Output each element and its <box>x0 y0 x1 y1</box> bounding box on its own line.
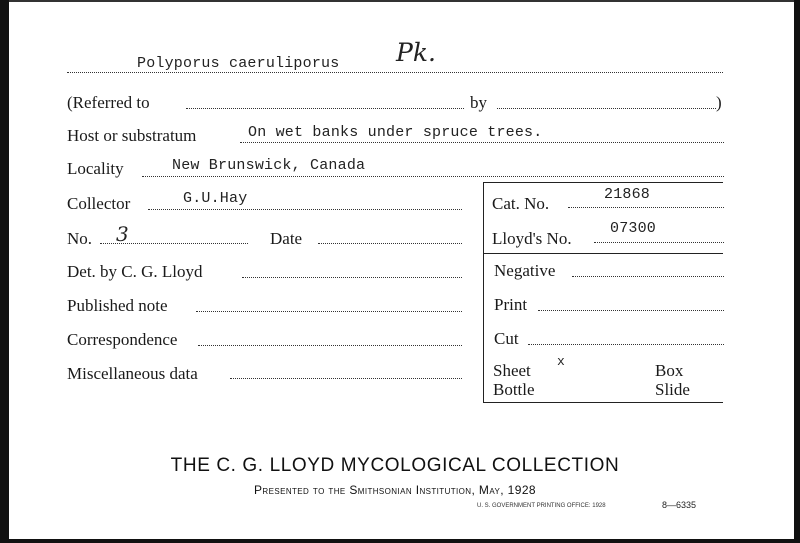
negative-line <box>572 276 724 277</box>
sheet-label: Sheet <box>493 361 531 380</box>
referred-by-line <box>497 108 716 109</box>
published-line <box>196 311 462 312</box>
number-line <box>100 243 248 244</box>
catalog-box-mid-rule <box>483 253 723 254</box>
published-label: Published note <box>67 296 168 315</box>
catalog-box-bottom-rule <box>483 402 723 403</box>
locality-label: Locality <box>67 159 124 178</box>
sheet-mark: x <box>557 354 566 369</box>
scan-edge-top <box>0 0 800 2</box>
correspondence-label: Correspondence <box>67 330 178 349</box>
host-line <box>240 142 724 143</box>
referred-close: ) <box>716 93 722 112</box>
species-line <box>67 72 723 73</box>
lloyd-no-line <box>594 242 724 243</box>
lloyd-no-label: Lloyd's No. <box>492 229 572 248</box>
catalog-box-left-rule <box>483 182 484 402</box>
number-value: 3 <box>116 222 129 246</box>
date-label: Date <box>270 229 303 248</box>
slide-label: Slide <box>655 380 690 399</box>
collector-line <box>148 209 462 210</box>
bottle-label: Bottle <box>493 380 535 399</box>
form-number: 8—6335 <box>662 500 697 510</box>
det-label: Det. by C. G. Lloyd <box>67 262 203 281</box>
referred-by-label: by <box>470 93 487 112</box>
det-line <box>242 277 462 278</box>
collector-value: G.U.Hay <box>183 190 248 207</box>
print-label: Print <box>494 295 528 314</box>
host-value: On wet banks under spruce trees. <box>248 124 543 141</box>
collection-title: THE C. G. LLOYD MYCOLOGICAL COLLECTION <box>170 455 620 476</box>
referred-line <box>186 108 464 109</box>
misc-line <box>230 378 462 379</box>
scan-edge-bottom <box>0 539 800 543</box>
negative-label: Negative <box>494 261 556 280</box>
collector-label: Collector <box>67 194 131 213</box>
number-label: No. <box>67 229 93 248</box>
host-label: Host or substratum <box>67 126 197 145</box>
scan-edge-right <box>794 0 800 543</box>
box-label: Box <box>655 361 684 380</box>
cut-line <box>528 344 724 345</box>
locality-value: New Brunswick, Canada <box>172 157 366 174</box>
lloyd-no-value: 07300 <box>610 220 657 237</box>
cut-label: Cut <box>494 329 519 348</box>
catalog-box-top-rule <box>483 182 723 183</box>
printing-office-imprint: U. S. GOVERNMENT PRINTING OFFICE: 1928 <box>477 503 606 509</box>
cat-no-line <box>568 207 724 208</box>
date-line <box>318 243 462 244</box>
misc-label: Miscellaneous data <box>67 364 198 383</box>
referred-label: (Referred to <box>67 93 150 112</box>
species-name: Polyporus caeruliporus <box>137 55 340 72</box>
correspondence-line <box>198 345 462 346</box>
print-line <box>538 310 724 311</box>
cat-no-value: 21868 <box>604 186 651 203</box>
species-author: Pk. <box>396 38 436 67</box>
locality-line <box>142 176 724 177</box>
collection-subtitle: Presented to the Smithsonian Institution, May, 1928 <box>254 483 536 497</box>
cat-no-label: Cat. No. <box>492 194 550 213</box>
